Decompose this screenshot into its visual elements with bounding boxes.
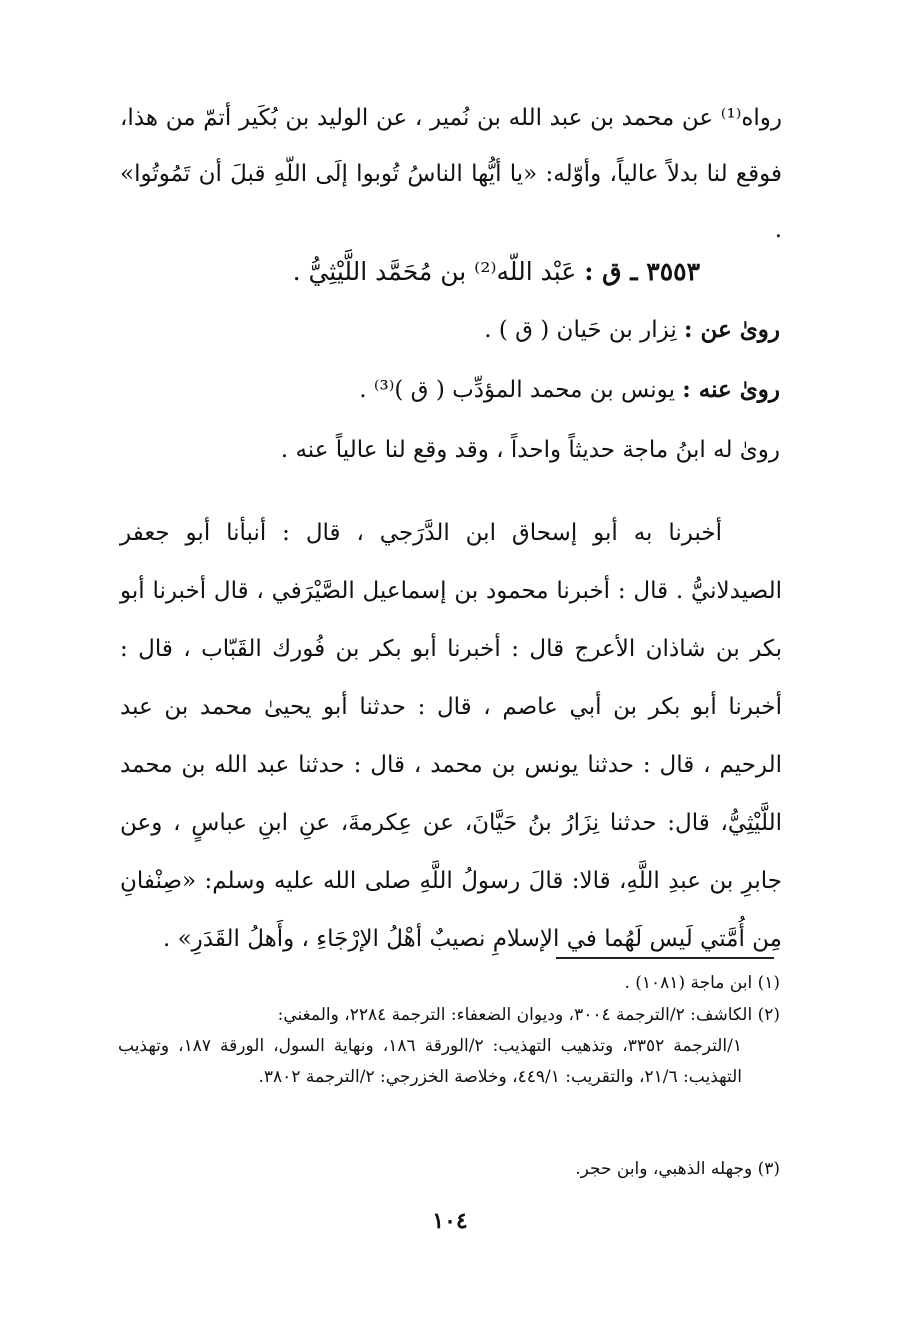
rawa-anhu-line [359, 364, 780, 416]
footnote-3: (٣) وجهله الذهبي، وابن حجر. [575, 1159, 780, 1179]
rawa-anhu-label: روىٰ عنه : [682, 376, 780, 403]
rawa-an-label: روىٰ عن : [684, 316, 780, 343]
entry-heading [293, 246, 700, 298]
footnote-divider [556, 957, 774, 959]
footnote-2-continuation: ١/الترجمة ٣٣٥٢، وتذهيب التهذيب: ٢/الورقة ١٨٦، ونهاية السول، الورقة ١٨٧، وتهذيب التهذيب: ٢١/٦، والتقريب: ٤٤٩/١، وخلاصة الخزرجي: ٢/الترجمة ٣٨٠٢. [118, 1036, 742, 1087]
rawa-an-line [484, 304, 780, 356]
hadith-paragraph: أخبرنا به أبو إسحاق ابن الدَّرَجي ، قال : أنبأنا أبو جعفر الصيدلانيُّ . قال : أخبرنا محمود بن إسماعيل الصَّيْرَفي ، قال أخبرنا أبو بكر بن شاذان الأعرج قال : أخبرنا أبو بكر بن فُورك القَبّاب ، قال : أخبرنا أبو بكر بن أبي عاصم ، قال : حدثنا أبو يحيىٰ محمد بن عبد الرحيم ، قال : حدثنا يونس بن محمد ، قال : حدثنا عبد الله بن محمد اللَّيْثِيُّ، قال: حدثنا نِزَارُ بنُ حَيَّانَ، عن عِكرمةَ، عنِ ابنِ عباسٍ ، وعن جابرِ بن عبدِ اللَّهِ، قالا: قالَ رسولُ اللَّهِ صلى الله عليه وسلم: «صِنْفانِ مِن أُمَّتي لَيس لَهُما في الإسلامِ نصيبٌ أهْلُ الإرْجَاءِ ، وأَهلُ القَدَرِ» . [120, 520, 782, 952]
opening-paragraph: رواه⁽¹⁾ عن محمد بن عبد الله بن نُمير ، عن الوليد بن بُكَير أتمّ من هذا، فوقع لنا بدلاً عالياً، وأوّله: «يا أيُّها الناسُ تُوبوا إلَى اللّهِ قبلَ أن تَمُوتُوا» . [120, 105, 782, 243]
rawa-an-value: نِزار بن حَيان ( ق ) . [484, 317, 677, 343]
footnote-2 [118, 1000, 780, 1093]
footnote-1: (١) ابن ماجة (١٠٨١) . [624, 973, 780, 993]
page-number: ١٠٤ [432, 1208, 468, 1234]
rawa-anhu-value: يونس بن محمد المؤدِّب ( ق )⁽³⁾ . [359, 377, 675, 403]
entry-note: روىٰ له ابنُ ماجة حديثاً واحداً ، وقد وقع لنا عالياً عنه . [280, 437, 780, 463]
entry-name: عَبْد اللّه⁽²⁾ بن مُحَمَّد اللَّيْثِيُّ . [292, 257, 577, 286]
footnote-2-first-line: (٢) الكاشف: ٢/الترجمة ٣٠٠٤، وديوان الضعفاء: الترجمة ٢٢٨٤، والمغني: [277, 1005, 780, 1025]
entry-number: ٣٥٥٣ ـ ق : [584, 257, 700, 286]
